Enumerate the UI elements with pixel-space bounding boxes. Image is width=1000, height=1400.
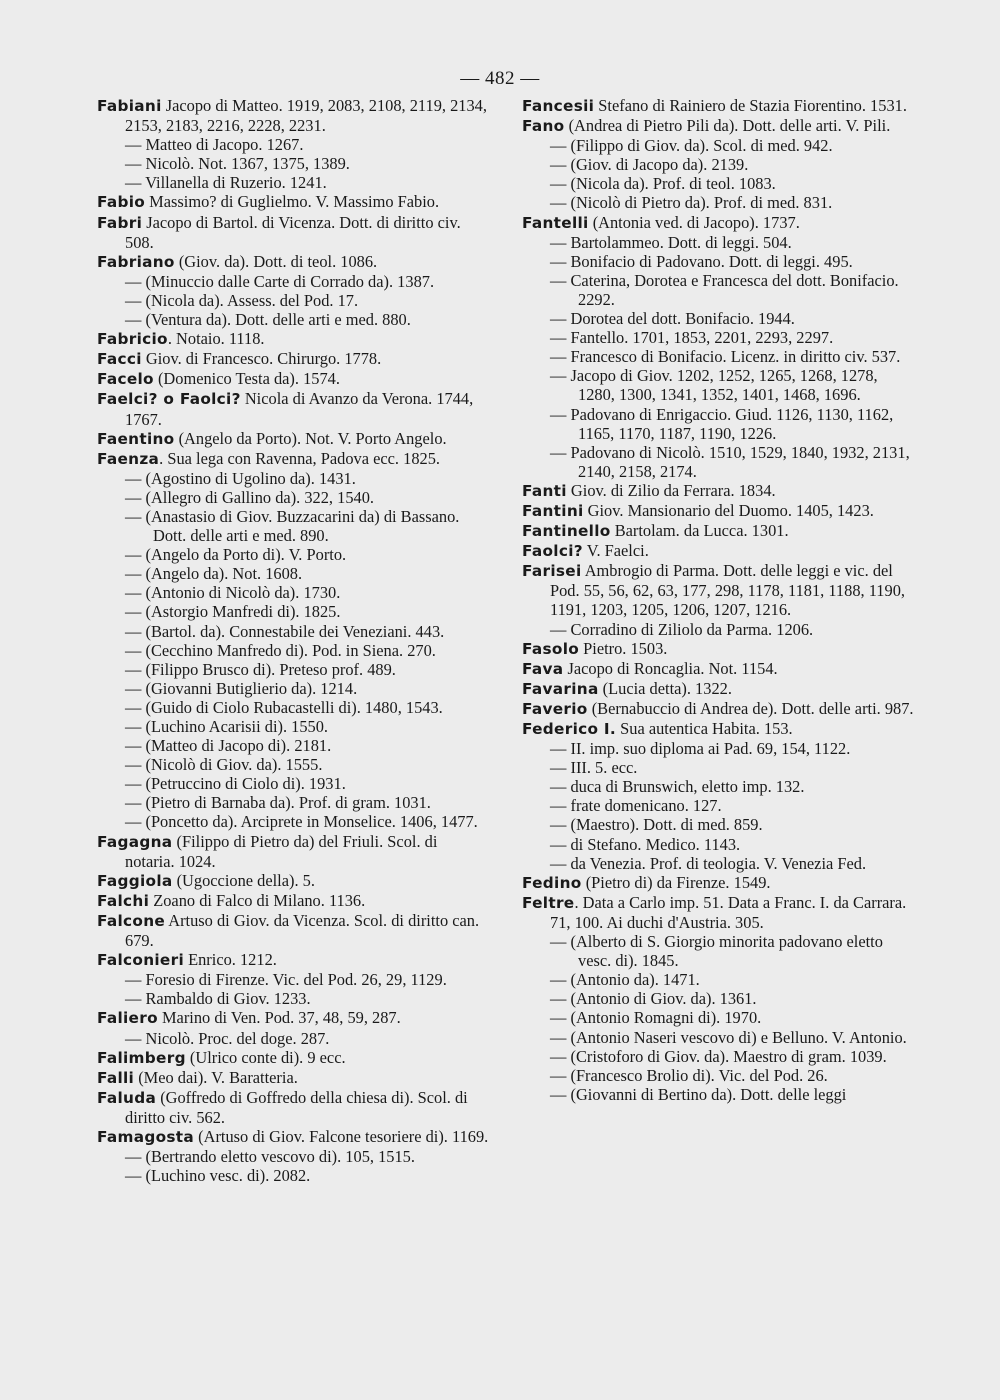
entry-text: — (Bertrando eletto vescovo di). 105, 1515. <box>125 1147 415 1167</box>
entry-headword: Fabiani <box>97 97 162 115</box>
index-subentry <box>97 717 489 736</box>
index-subentry <box>97 507 489 545</box>
entry-headword: Fantelli <box>522 213 589 232</box>
entry-text: — (Antonio di Giov. da). 1361. <box>550 989 757 1009</box>
entry-text: — Dorotea del dott. Bonifacio. 1944. <box>550 309 795 329</box>
entry-headword: Falconieri <box>97 951 184 970</box>
index-subentry <box>97 755 489 774</box>
index-subentry <box>97 154 489 173</box>
entry-text: — Padovano di Nicolò. 1510, 1529, 1840, 1932, 2131, 2140, 2158, 2174. <box>550 442 910 481</box>
index-subentry <box>522 932 914 970</box>
entry-text: Massimo? di Guglielmo. V. Massimo Fabio. <box>145 192 440 212</box>
entry-text: — (Giovanni Butiglierio da). 1214. <box>125 678 358 698</box>
entry-text: (Goffredo di Goffredo della chiesa di). Scol. di diritto civ. 562. <box>125 1087 468 1127</box>
entry-text: — (Angelo da Porto di). V. Porto. <box>125 545 347 565</box>
index-subentry <box>522 174 914 193</box>
index-subentry <box>522 443 914 481</box>
entry-text: — di Stefano. Medico. 1143. <box>550 834 741 854</box>
entry-text: Jacopo di Matteo. 1919, 2083, 2108, 2119, 2134, 2153, 2183, 2216, 2228, 2231. <box>125 96 487 136</box>
index-subentry <box>97 545 489 564</box>
entry-headword: Fantini <box>522 501 584 520</box>
entry-text: — Rambaldo di Giov. 1233. <box>125 989 311 1009</box>
entry-headword: Fabio <box>97 193 146 212</box>
entry-headword: Fabriano <box>97 252 175 271</box>
index-subentry <box>97 736 489 755</box>
entry-text: — III. 5. ecc. <box>550 758 638 778</box>
entry-text: Enrico. 1212. <box>184 950 277 970</box>
index-subentry <box>522 328 914 347</box>
entry-text: — (Nicola da). Assess. del Pod. 17. <box>125 290 359 310</box>
entry-text: (Artuso di Giov. Falcone tesoriere di). 1169. <box>194 1126 489 1146</box>
index-entry <box>522 541 914 561</box>
entry-text: — (Antonio Naseri vescovo di) e Belluno. V. Antonio. <box>550 1027 907 1047</box>
index-subentry <box>97 564 489 583</box>
entry-text: — (Antonio Romagni di). 1970. <box>550 1008 762 1028</box>
entry-text: — Nicolò. Proc. del doge. 287. <box>125 1028 330 1048</box>
entry-text: (Meo dai). V. Baratteria. <box>134 1067 298 1087</box>
index-entry <box>522 481 914 501</box>
entry-text: (Pietro di) da Firenze. 1549. <box>581 872 771 892</box>
index-entry <box>522 719 914 739</box>
entry-headword: Falcone <box>97 911 166 930</box>
index-subentry <box>97 774 489 793</box>
right-column <box>522 96 914 1104</box>
entry-headword: Faggiola <box>97 871 173 890</box>
entry-text: Artuso di Giov. da Vicenza. Scol. di diritto can. 679. <box>125 910 480 951</box>
entry-headword: Fabri <box>97 213 143 232</box>
entry-text: — (Antonio di Nicolò da). 1730. <box>125 583 341 603</box>
entry-text: — (Giov. di Jacopo da). 2139. <box>550 155 749 175</box>
index-entry <box>97 389 489 428</box>
index-subentry <box>522 252 914 271</box>
entry-text: Jacopo di Roncaglia. Not. 1154. <box>563 658 778 678</box>
index-subentry <box>522 796 914 815</box>
index-entry <box>97 871 489 891</box>
entry-text: — (Agostino di Ugolino da). 1431. <box>125 468 356 488</box>
entry-text: — (Cecchino Manfredo di). Pod. in Siena. 270. <box>125 640 436 660</box>
entry-text: — (Poncetto da). Arciprete in Monselice. 1406, 1477. <box>125 812 478 832</box>
index-subentry <box>522 193 914 212</box>
index-entry <box>522 116 914 136</box>
entry-text: — Matteo di Jacopo. 1267. <box>125 135 304 155</box>
entry-text: — (Luchino vesc. di). 2082. <box>125 1166 311 1186</box>
index-entry <box>97 449 489 469</box>
entry-text: . Notaio. 1118. <box>167 329 265 349</box>
index-subentry <box>97 310 489 329</box>
index-entry <box>97 329 489 349</box>
entry-text: (Ugoccione della). 5. <box>172 870 315 890</box>
index-subentry <box>522 136 914 155</box>
index-subentry <box>97 660 489 679</box>
index-entry <box>522 521 914 541</box>
entry-headword: Favarina <box>522 679 599 698</box>
index-subentry <box>97 583 489 602</box>
index-subentry <box>522 970 914 989</box>
index-subentry <box>522 366 914 404</box>
entry-text: Bartolam. da Lucca. 1301. <box>610 521 789 541</box>
index-subentry <box>97 679 489 698</box>
entry-text: — (Pietro di Barnaba da). Prof. di gram. 1031. <box>125 793 431 813</box>
entry-text: — (Petruccino di Ciolo di). 1931. <box>125 774 346 794</box>
entry-headword: Fasolo <box>522 639 580 658</box>
index-entry <box>522 659 914 679</box>
entry-headword: Fancesii <box>522 97 595 115</box>
entry-text: — (Cristoforo di Giov. da). Maestro di gram. 1039. <box>550 1046 887 1066</box>
entry-text: (Filippo di Pietro da) del Friuli. Scol. di notaria. 1024. <box>125 831 438 871</box>
entry-text: (Angelo da Porto). Not. V. Porto Angelo. <box>174 428 447 448</box>
entry-text: Pietro. 1503. <box>579 638 668 658</box>
index-subentry <box>522 758 914 777</box>
index-subentry <box>522 739 914 758</box>
entry-headword: Faluda <box>97 1088 157 1107</box>
index-entry <box>97 832 489 871</box>
index-subentry <box>97 1147 489 1166</box>
entry-headword: Fabricio <box>97 330 168 349</box>
entry-text: — (Antonio da). 1471. <box>550 970 700 990</box>
entry-text: — (Nicolò di Giov. da). 1555. <box>125 755 323 775</box>
index-entry <box>522 639 914 659</box>
entry-text: — (Maestro). Dott. di med. 859. <box>550 815 763 835</box>
entry-headword: Facci <box>97 350 142 369</box>
index-subentry <box>97 1166 489 1185</box>
entry-headword: Faliero <box>97 1009 158 1028</box>
index-entry <box>522 561 914 619</box>
entry-text: — Corradino di Ziliolo da Parma. 1206. <box>550 619 814 639</box>
entry-text: — Villanella di Ruzerio. 1241. <box>125 173 327 193</box>
entry-text: — (Filippo Brusco di). Preteso prof. 489. <box>125 659 396 679</box>
index-subentry <box>522 1028 914 1047</box>
index-entry <box>522 96 914 116</box>
entry-text: (Lucia detta). 1322. <box>598 678 732 698</box>
entry-text: — (Luchino Acarisii di). 1550. <box>125 717 329 736</box>
index-entry <box>522 501 914 521</box>
entry-text: — (Allegro di Gallino da). 322, 1540. <box>125 487 375 507</box>
entry-headword: Faelci? o Faolci? <box>97 390 241 409</box>
entry-headword: Fedino <box>522 873 582 892</box>
index-entry <box>97 192 489 212</box>
index-entry <box>97 349 489 369</box>
entry-text: — da Venezia. Prof. di teologia. V. Venezia Fed. <box>550 853 867 873</box>
entry-text: . Sua lega con Ravenna, Padova ecc. 1825. <box>159 448 440 468</box>
entry-text: — duca di Brunswich, eletto imp. 132. <box>550 777 805 797</box>
entry-text: (Giov. da). Dott. di teol. 1086. <box>174 251 378 271</box>
index-entry <box>97 1048 489 1068</box>
index-entry <box>522 873 914 893</box>
entry-text: — (Astorgio Manfredi di). 1825. <box>125 602 341 622</box>
entry-headword: Falli <box>97 1068 135 1087</box>
entry-text: V. Faelci. <box>582 541 649 561</box>
index-entry <box>97 252 489 272</box>
entry-text: — (Guido di Ciolo Rubacastelli di). 1480, 1543. <box>125 697 443 717</box>
entry-text: (Ulrico conte di). 9 ecc. <box>185 1047 346 1067</box>
index-subentry <box>522 155 914 174</box>
index-entry <box>97 1088 489 1127</box>
index-entry <box>97 1008 489 1028</box>
entry-text: Jacopo di Bartol. di Vicenza. Dott. di diritto civ. 508. <box>125 212 461 252</box>
index-subentry <box>522 854 914 873</box>
index-subentry <box>97 622 489 641</box>
entry-text: — Jacopo di Giov. 1202, 1252, 1265, 1268, 1278, 1280, 1300, 1341, 1352, 1401, 1468, 1696. <box>550 366 878 405</box>
entry-text: . Data a Carlo imp. 51. Data a Franc. I. da Carrara. 71, 100. Ai duchi d'Austria. 305. <box>550 892 907 932</box>
entry-text: — Fantello. 1701, 1853, 2201, 2293, 2297. <box>550 328 834 348</box>
index-entry <box>97 369 489 389</box>
index-subentry <box>97 1029 489 1048</box>
index-subentry <box>522 620 914 639</box>
entry-text: — (Giovanni di Bertino da). Dott. delle leggi <box>550 1084 847 1104</box>
entry-text: Giov. di Francesco. Chirurgo. 1778. <box>141 349 382 369</box>
index-subentry <box>522 271 914 309</box>
entry-text: — Bonifacio di Padovano. Dott. di leggi. 495. <box>550 251 853 271</box>
page-number: — 482 — <box>460 68 540 89</box>
entry-text: — (Anastasio di Giov. Buzzacarini da) di Bassano. Dott. delle arti e med. 890. <box>125 506 460 546</box>
entry-text: Zoano di Falco di Milano. 1136. <box>149 890 366 910</box>
index-entry <box>97 911 489 950</box>
entry-headword: Faolci? <box>522 542 583 561</box>
index-entry <box>522 699 914 719</box>
index-subentry <box>522 233 914 252</box>
left-column <box>97 96 489 1185</box>
entry-text: (Andrea di Pietro Pili da). Dott. delle arti. V. Pili. <box>564 116 891 136</box>
entry-text: Stefano di Rainiero de Stazia Fiorentino. 1531. <box>594 96 907 115</box>
entry-headword: Fava <box>522 659 564 678</box>
index-entry <box>522 893 914 932</box>
entry-headword: Faenza <box>97 449 160 468</box>
index-entry <box>97 96 489 135</box>
entry-text: — Francesco di Bonifacio. Licenz. in diritto civ. 537. <box>550 347 901 367</box>
index-entry <box>97 1127 489 1147</box>
index-subentry <box>97 291 489 310</box>
index-subentry <box>97 602 489 621</box>
index-subentry <box>522 1085 914 1104</box>
index-subentry <box>522 347 914 366</box>
index-entry <box>522 213 914 233</box>
index-subentry <box>97 272 489 291</box>
index-subentry <box>97 793 489 812</box>
index-subentry <box>522 815 914 834</box>
entry-headword: Federico I. <box>522 720 617 738</box>
index-subentry <box>522 1066 914 1085</box>
entry-headword: Feltre <box>522 893 575 912</box>
entry-text: — frate domenicano. 127. <box>550 796 722 816</box>
entry-text: — (Bartol. da). Connestabile dei Veneziani. 443. <box>125 621 445 641</box>
index-subentry <box>522 835 914 854</box>
entry-text: Giov. Mansionario del Duomo. 1405, 1423. <box>583 500 874 520</box>
entry-headword: Fanti <box>522 481 567 500</box>
index-entry <box>97 429 489 449</box>
entry-text: — (Alberto di S. Giorgio minorita padovano eletto vesc. di). 1845. <box>550 932 883 971</box>
index-subentry <box>522 309 914 328</box>
entry-headword: Fantinello <box>522 522 611 541</box>
entry-text: — (Angelo da). Not. 1608. <box>125 564 303 584</box>
index-entry <box>97 213 489 252</box>
entry-headword: Farisei <box>522 562 582 581</box>
entry-headword: Fagagna <box>97 832 173 851</box>
entry-text: — (Minuccio dalle Carte di Corrado da). 1387. <box>125 271 435 291</box>
entry-text: — Padovano di Enrigaccio. Giud. 1126, 1130, 1162, 1165, 1170, 1187, 1190, 1226. <box>550 404 894 443</box>
entry-text: (Antonia ved. di Jacopo). 1737. <box>588 212 800 232</box>
entry-headword: Famagosta <box>97 1127 195 1146</box>
entry-text: — (Nicolò di Pietro da). Prof. di med. 831. <box>550 193 833 213</box>
index-subentry <box>97 135 489 154</box>
entry-text: — Foresio di Firenze. Vic. del Pod. 26, 29, 1129. <box>125 970 447 990</box>
entry-text: — Bartolammeo. Dott. di leggi. 504. <box>550 232 792 252</box>
entry-headword: Facelo <box>97 370 154 389</box>
index-subentry <box>522 1047 914 1066</box>
entry-text: Giov. di Zilio da Ferrara. 1834. <box>566 480 776 500</box>
index-subentry <box>97 469 489 488</box>
index-subentry <box>522 1008 914 1027</box>
index-subentry <box>97 698 489 717</box>
entry-text: — (Ventura da). Dott. delle arti e med. 880. <box>125 310 411 330</box>
entry-headword: Faverio <box>522 699 588 718</box>
entry-text: — Nicolò. Not. 1367, 1375, 1389. <box>125 154 350 174</box>
entry-text: — (Francesco Brolio di). Vic. del Pod. 26. <box>550 1065 828 1085</box>
index-subentry <box>97 989 489 1008</box>
index-entry <box>97 950 489 970</box>
entry-text: Nicola di Avanzo da Verona. 1744, 1767. <box>125 389 474 429</box>
index-subentry <box>522 989 914 1008</box>
entry-text: Marino di Ven. Pod. 37, 48, 59, 287. <box>157 1008 401 1028</box>
entry-headword: Falimberg <box>97 1048 186 1067</box>
entry-text: Sua autentica Habita. 153. <box>616 719 793 738</box>
entry-text: Ambrogio di Parma. Dott. delle leggi e vic. del Pod. 55, 56, 62, 63, 177, 298, 1178, 1181, 1188, 1190, 1191, 1203, 1205, 1206, 1207, 1216. <box>550 561 905 620</box>
entry-headword: Falchi <box>97 891 150 910</box>
index-subentry <box>97 488 489 507</box>
index-subentry <box>97 970 489 989</box>
entry-text: — (Nicola da). Prof. di teol. 1083. <box>550 174 776 194</box>
index-subentry <box>97 173 489 192</box>
index-subentry <box>522 777 914 796</box>
index-entry <box>97 1068 489 1088</box>
entry-text: (Bernabuccio di Andrea de). Dott. delle arti. 987. <box>587 698 914 718</box>
entry-headword: Faentino <box>97 429 175 448</box>
index-entry <box>522 679 914 699</box>
entry-headword: Fano <box>522 117 565 136</box>
entry-text: — (Filippo di Giov. da). Scol. di med. 942. <box>550 136 833 156</box>
entry-text: — Caterina, Dorotea e Francesca del dott. Bonifacio. 2292. <box>550 270 899 309</box>
index-subentry <box>97 812 489 831</box>
entry-text: (Domenico Testa da). 1574. <box>153 369 340 389</box>
entry-text: — (Matteo di Jacopo di). 2181. <box>125 736 332 756</box>
index-subentry <box>522 405 914 443</box>
index-subentry <box>97 641 489 660</box>
entry-text: — II. imp. suo diploma ai Pad. 69, 154, 1122. <box>550 739 851 759</box>
index-entry <box>97 891 489 911</box>
